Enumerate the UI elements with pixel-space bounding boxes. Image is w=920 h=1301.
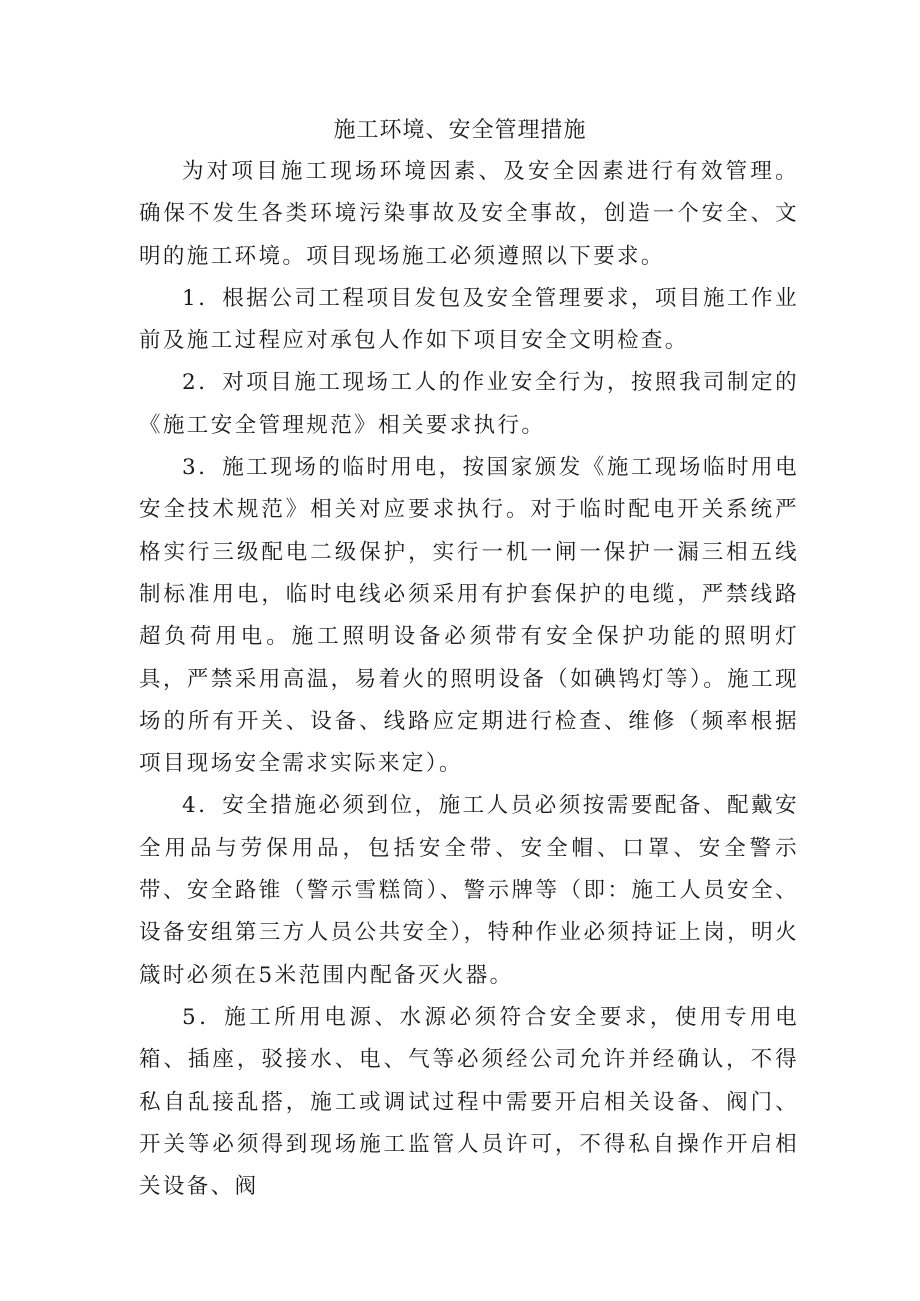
paragraph-intro: 为对项目施工现场环境因素、及安全因素进行有效管理。确保不发生各类环境污染事故及安全事故，创造一个安全、文明的施工环境。项目现场施工必须遵照以下要求。	[139, 159, 799, 269]
paragraph-item-5: 5．施工所用电源、水源必须符合安全要求，使用专用电箱、插座，驳接水、电、气等必须经公司允许并经确认，不得私自乱接乱搭，施工或调试过程中需要开启相关设备、阀门、开关等必须得到现场施工监管人员许可，不得私自操作开启相关设备、阀	[139, 1004, 799, 1200]
document-title: 施工环境、安全管理措施	[333, 118, 587, 143]
paragraph-item-2: 2．对项目施工现场工人的作业安全行为，按照我司制定的《施工安全管理规范》相关要求执行。	[139, 370, 799, 438]
paragraph-item-3: 3．施工现场的临时用电，按国家颁发《施工现场临时用电安全技术规范》相关对应要求执行。对于临时配电开关系统严格实行三级配电二级保护，实行一机一闸一保护一漏三相五线制标准用电，临时电线必须采用有护套保护的电缆，严禁线路超负荷用电。施工照明设备必须带有安全保护功能的照明灯具，严禁采用高温，易着火的照明设备（如碘鸨灯等）。施工现场的所有开关、设备、线路应定期进行检查、维修（频率根据项目现场安全需求实际来定）。	[139, 455, 799, 777]
document-body	[139, 151, 799, 1208]
paragraph-item-4: 4．安全措施必须到位，施工人员必须按需要配备、配戴安全用品与劳保用品，包括安全带、安全帽、口罩、安全警示带、安全路锥（警示雪糕筒）、警示牌等（即：施工人员安全、设备安组第三方人员公共安全），特种作业必须持证上岗，明火箴时必须在5米范围内配备灭火器。	[139, 793, 799, 988]
paragraph-item-1: 1．根据公司工程项目发包及安全管理要求，项目施工作业前及施工过程应对承包人作如下项目安全文明检查。	[139, 285, 799, 354]
